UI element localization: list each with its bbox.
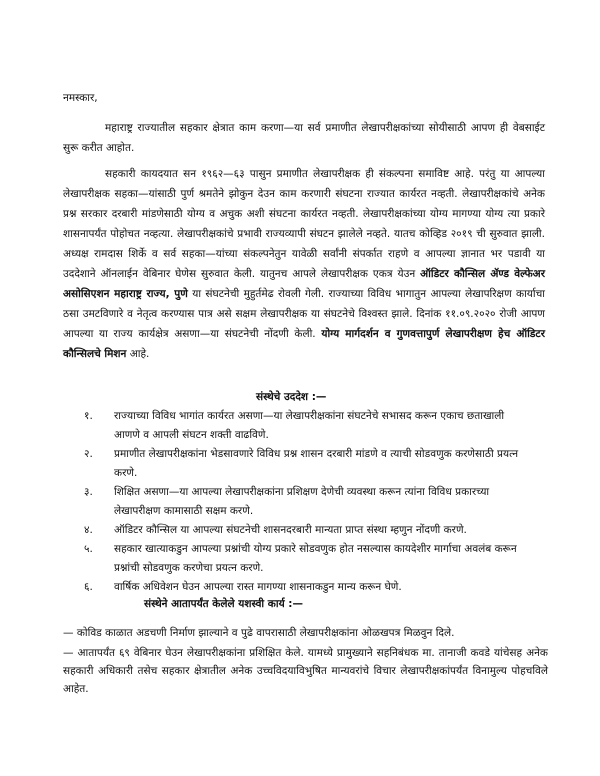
objective-number: २. — [84, 448, 93, 460]
objective-item — [84, 407, 524, 445]
objectives-heading: संस्थेचे उददेश :— — [256, 391, 327, 403]
objective-text: राज्याच्या विविध भागांत कार्यरत असणा—या लेखापरीक्षकांना संघटनेचे सभासद करून एकाच छताखाली आणणे व आपली संघटन शक्ती वाढविणे. — [114, 410, 505, 441]
history-text-part2: या संघटनेची मुहुर्तमेढ रोवली गेली. राज्याच्या विविध भागातुन आपल्या लेखापरिक्षण कार्याचा ठसा उमटविणारे व नेतृत्व करण्यास पात्र असे सक्षम लेखापरीक्षक या संघटनेचे विश्वस्त झाले. दिनांक ११.०९.२०२० रोजी आपण आपल्या या राज्य कार्यक्षेत्र असणा—या संघटनेची नोंदणी केली. — [63, 288, 546, 340]
objective-number: ४. — [84, 524, 93, 536]
mission-suffix: आहे. — [129, 348, 150, 360]
achievements-list — [63, 624, 548, 700]
history-paragraph — [63, 164, 545, 364]
objective-number: १. — [84, 410, 93, 422]
history-text-part1: सहकारी कायदयात सन १९६२—६३ पासुन प्रमाणीत लेखापरीक्षक ही संकल्पना समाविष्ट आहे. परंतु या आपल्या लेखापरीक्षक सहका—यांसाठी पुर्ण श्रमतेने झोकुन देउन काम करणारी संघटना राज्यात कार्यरत नव्हती. लेखापरीक्षकांचे अनेक प्रश्न सरकार दरबारी मांडणेसाठी योग्य व अचुक अशी संघटना कार्यरत नव्हती. लेखापरीक्षकांच्या योग्य मागण्या योग्य त्या प्रकारे शासनापर्यंत पोहोचत नव्हत्या. लेखापरीक्षकांचे प्रभावी राज्यव्यापी संघटन झालेले नव्हते. यातच कोव्हिड २०१९ ची सुरुवात झाली. अध्यक्ष रामदास शिर्के व सर्व सहका—यांच्या संकल्पनेतुन यावेळी सर्वांनी संपर्कात राहणे व आपल्या ज्ञानात भर पडावी या उददेशाने ऑनलाईन वेबिनार घेणेस सुरुवात केली. यातुनच आपले लेखापरीक्षक एकत्र येउन — [63, 168, 545, 280]
objective-item — [84, 540, 524, 578]
achievement-item: — कोविड काळात अडचणी निर्माण झाल्याने व पुढे वापरासाठी लेखापरीक्षकांना ओळखपत्र मिळवुन दिले. — [63, 627, 455, 639]
objective-text: प्रमाणीत लेखापरीक्षकांना भेडसावणारे विविध प्रश्न शासन दरबारी मांडणे व त्याची सोडवणुक करणेसाठी प्रयत्न करणे. — [114, 448, 519, 479]
greeting: नमस्कार, — [63, 92, 98, 104]
objective-item — [84, 445, 524, 483]
objective-number: ५. — [84, 543, 93, 555]
achievement-item: — आतापर्यंत ६९ वेबिनार घेउन लेखापरीक्षकांना प्रशिक्षित केले. यामध्ये प्रामुख्याने सहनिबंधक मा. तानाजी कवडे यांचेसह अनेक सहकारी अधिकारी तसेच सहकार क्षेत्रातील अनेक उच्चविदयाविभुषित मान्यवरांचे विचार लेखापरीक्षकांपर्यंत विनामुल्य पोहचविले आहेत. — [63, 647, 548, 695]
objective-item — [84, 521, 524, 540]
objective-text: ऑडिटर कौन्सिल या आपल्या संघटनेची शासनदरबारी मान्यता प्राप्त संस्था म्हणुन नोंदणी करणे. — [114, 524, 467, 536]
objective-text: शिक्षित असणा—या आपल्या लेखापरीक्षकांना प्रशिक्षण देणेची व्यवस्था करून त्यांना विविध प्रकारच्या लेखापरीक्षण कामासाठी सक्षम करणे. — [114, 486, 490, 517]
objective-text: सहकार खात्याकडुन आपल्या प्रश्नांची योग्य प्रकारे सोडवणुक होत नसल्यास कायदेशीर मार्गाचा अवलंब करून प्रश्नांची सोडवणुक करणेचा प्रयत्न करणे. — [114, 543, 517, 574]
objective-number: ६. — [84, 581, 93, 593]
objective-item — [84, 483, 524, 521]
organization-name: ऑडिटर कौन्सिल ॲण्ड वेल्फेअर असोसिएशन महाराष्ट्र राज्य, पुणे — [63, 268, 545, 300]
objective-number: ३. — [84, 486, 93, 498]
objectives-list — [84, 407, 524, 597]
objective-text: वार्षिक अधिवेशन घेउन आपल्या रास्त मागण्या शासनाकडुन मान्य करून घेणे. — [114, 581, 402, 593]
intro-paragraph: महाराष्ट्र राज्यातील सहकार क्षेत्रात काम करणा—या सर्व प्रमाणीत लेखापरीक्षकांच्या सोयीसाठी आपण ही वेबसाईट सुरू करीत आहोत. — [63, 122, 545, 154]
achievements-heading: संस्थेने आतापर्यंत केलेले यशस्वी कार्य :— — [144, 598, 304, 610]
mission-statement: योग्य मार्गदर्शन व गुणवत्तापुर्ण लेखापरीक्षण हेच ऑडिटर कौन्सिलचे मिशन — [63, 328, 545, 360]
